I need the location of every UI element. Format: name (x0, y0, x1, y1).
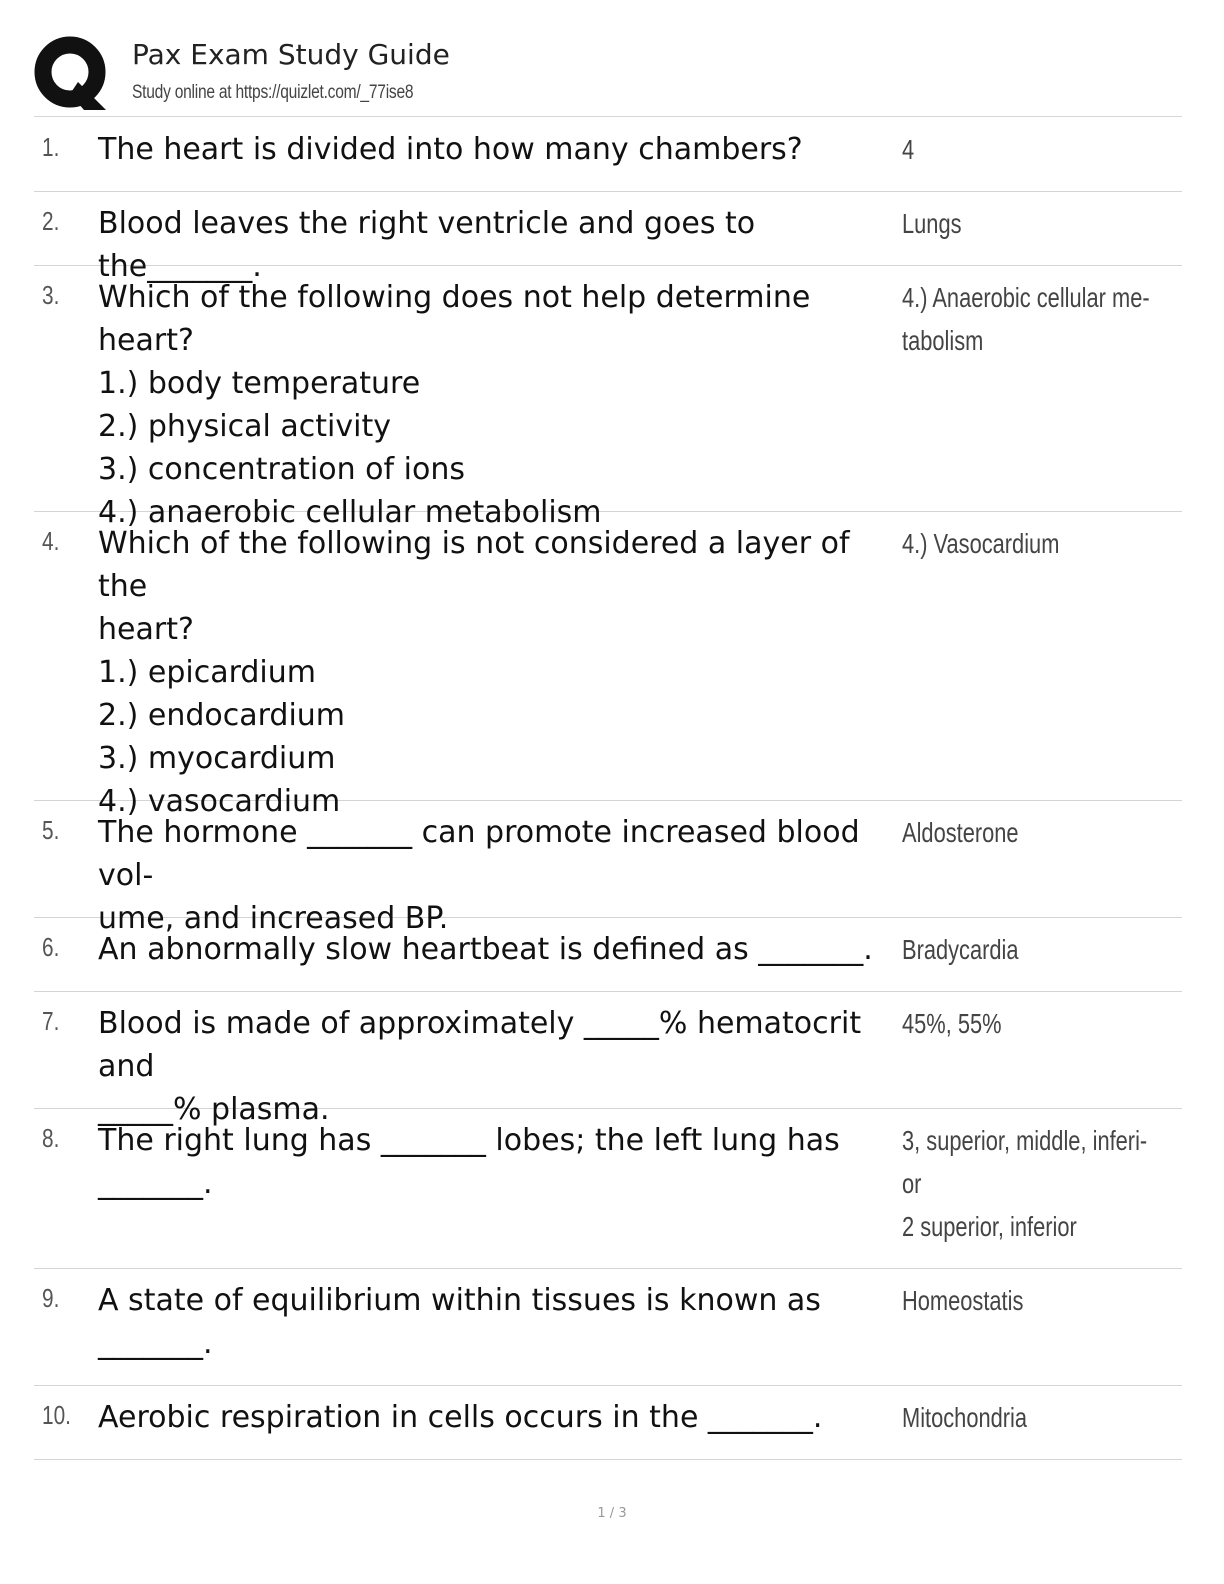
card-answer (902, 928, 1182, 971)
question-line: 4.) anaerobic cellular metabolism (98, 495, 602, 530)
question-line: 1.) body temperature (98, 366, 421, 401)
question-line: 2.) physical activity (98, 409, 391, 444)
card-question (98, 522, 898, 823)
answer-line: 4 (902, 134, 915, 165)
card-number: 1. (42, 132, 60, 162)
question-line: _______. (98, 1166, 213, 1201)
card-answer (902, 202, 1182, 245)
flashcard-row (34, 266, 1182, 530)
flashcard-row (34, 1109, 1182, 1269)
card-number: 9. (42, 1283, 60, 1313)
question-text: The heart is divided into how many chambers? (98, 132, 803, 167)
question-line: heart? (98, 612, 194, 647)
question-line: 3.) myocardium (98, 741, 336, 776)
card-answer (902, 1002, 1182, 1045)
card-number: 10. (42, 1400, 71, 1430)
flashcard-row (34, 801, 1182, 936)
question-line: 3.) concentration of ions (98, 452, 465, 487)
question-text: Blood is made of approximately _____% hematocrit and (98, 1006, 862, 1084)
question-text: Aerobic respiration in cells occurs in the _______. (98, 1400, 823, 1435)
card-number: 5. (42, 815, 60, 845)
flashcard-row (34, 192, 1182, 284)
question-text: Which of the following is not considered a layer of the (98, 526, 850, 604)
question-text: The hormone _______ can promote increased blood vol- (98, 815, 860, 893)
answer-line: 4.) Vasocardium (902, 528, 1060, 559)
flashcard-row (34, 512, 1182, 819)
answer-line: Lungs (902, 208, 962, 239)
question-text: The right lung has _______ lobes; the left lung has (98, 1123, 840, 1158)
card-answer (902, 1119, 1182, 1248)
card-number: 3. (42, 280, 60, 310)
page-header (34, 34, 1182, 116)
question-line: _______. (98, 1326, 213, 1361)
quizlet-q-logo-icon (34, 36, 110, 112)
card-number: 4. (42, 526, 60, 556)
answer-line: or (902, 1168, 922, 1199)
answer-line: Bradycardia (902, 934, 1019, 965)
question-line: _____% plasma. (98, 1092, 330, 1127)
answer-line: Homeostatis (902, 1285, 1024, 1316)
card-question (98, 1119, 898, 1205)
card-number: 8. (42, 1123, 60, 1153)
card-number: 7. (42, 1006, 60, 1036)
answer-line: Mitochondria (902, 1402, 1028, 1433)
answer-line: 4.) Anaerobic cellular me- (902, 282, 1150, 313)
study-online-link[interactable]: Study online at https://quizlet.com/_77ise8 (132, 82, 414, 103)
card-answer (902, 811, 1182, 854)
card-answer (902, 522, 1182, 565)
page-number: 1 / 3 (597, 1506, 627, 1521)
question-line: 4.) vasocardium (98, 784, 341, 819)
card-answer (902, 276, 1182, 362)
flashcard-row (34, 1386, 1182, 1460)
question-line: ume, and increased BP. (98, 901, 449, 936)
question-text: An abnormally slow heartbeat is defined as _______. (98, 932, 873, 967)
question-text: Which of the following does not help determine heart? (98, 280, 811, 358)
card-answer (902, 1279, 1182, 1322)
flashcard-row (34, 992, 1182, 1127)
flashcard-row (34, 118, 1182, 192)
answer-line: 2 superior, inferior (902, 1211, 1077, 1242)
card-answer (902, 1396, 1182, 1439)
card-answer (902, 128, 1182, 171)
flashcard-list (34, 118, 1182, 1460)
flashcard-row (34, 918, 1182, 992)
question-text: Blood leaves the right ventricle and goes to the_______. (98, 206, 756, 284)
card-question (98, 128, 898, 171)
card-number: 6. (42, 932, 60, 962)
card-question (98, 276, 898, 534)
card-question (98, 928, 898, 971)
question-line: 2.) endocardium (98, 698, 346, 733)
card-question (98, 1396, 898, 1439)
answer-line: 45%, 55% (902, 1008, 1002, 1039)
question-line: 1.) epicardium (98, 655, 316, 690)
page-title: Pax Exam Study Guide (132, 38, 450, 71)
card-question (98, 1279, 898, 1365)
card-number: 2. (42, 206, 60, 236)
flashcard-row (34, 1269, 1182, 1386)
answer-line: Aldosterone (902, 817, 1019, 848)
answer-line: 3, superior, middle, inferi- (902, 1125, 1148, 1156)
question-text: A state of equilibrium within tissues is known as (98, 1283, 821, 1318)
header-divider (34, 116, 1182, 117)
answer-line: tabolism (902, 325, 984, 356)
